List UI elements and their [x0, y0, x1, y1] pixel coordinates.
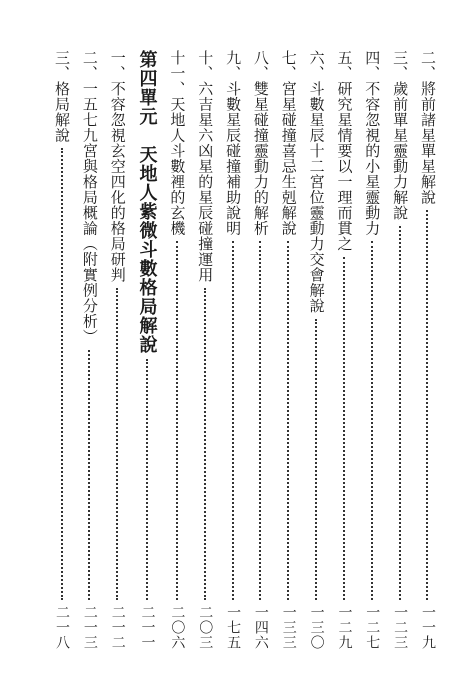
toc-entry [108, 50, 127, 650]
toc-entry-title: 五、研究星情要以一理而貫之 [335, 50, 354, 252]
toc-entry-page-number: 一二三 [392, 605, 409, 650]
toc-entry [167, 50, 186, 650]
toc-entry-title: 一、不容忽視玄空四化的格局研判 [108, 50, 127, 283]
toc-entry-page-number: 一四六 [252, 605, 269, 650]
dot-leader [259, 241, 261, 600]
dot-leader [287, 241, 289, 600]
dot-leader [176, 241, 178, 600]
dot-leader [88, 350, 90, 601]
toc-entry-page-number: 二一二 [109, 605, 126, 650]
toc-entry-title: 三、格局解說 [53, 50, 71, 143]
toc-entry-title: 三、歲前單星靈動力解說 [391, 50, 410, 221]
toc-entry [251, 50, 270, 650]
dot-leader [116, 288, 118, 601]
toc-entry-title: 十一、天地人斗數裡的玄機 [168, 50, 187, 236]
toc-entry [279, 50, 298, 650]
dot-leader [426, 210, 428, 600]
toc-entry-title: 九、斗數星辰碰撞補助說明 [224, 50, 243, 236]
toc-entry [334, 50, 353, 650]
toc-entry-title: 十、六吉星六凶星的星辰碰撞運用 [196, 50, 215, 283]
toc-entry-page-number: 二〇三 [197, 605, 214, 650]
toc-entry [223, 50, 242, 650]
toc-entry-page-number: 二一八 [54, 605, 70, 650]
dot-leader [343, 257, 345, 601]
toc-entry-page-number: 一三三 [280, 605, 297, 650]
toc-entry-title: 二、一五七九宮與格局概論（附實例分析） [80, 50, 99, 345]
toc-entry [52, 50, 71, 650]
toc-entry-title: 二、將前諸星單星解說 [418, 50, 437, 205]
dot-leader [146, 359, 148, 600]
toc-entry-page-number: 一七五 [225, 605, 242, 650]
dot-leader [204, 288, 206, 601]
toc-entry-page-number: 一三〇 [308, 605, 325, 650]
toc-entry-title: 八、雙星碰撞靈動力的解析 [251, 50, 270, 236]
dot-leader [371, 241, 373, 600]
dot-leader [315, 319, 317, 601]
toc-entry [80, 50, 99, 650]
toc-entry-page-number: 一二九 [336, 605, 353, 650]
toc-entry-page-number: 一二七 [364, 605, 381, 650]
toc-entry [195, 50, 214, 650]
dot-leader [399, 226, 401, 601]
toc-entry-page-number: 二〇六 [169, 605, 186, 650]
toc-entry-page-number: 一一九 [419, 605, 436, 650]
toc-entry [390, 50, 409, 650]
toc-entry-page-number: 二一三 [81, 605, 98, 650]
toc-entry [362, 50, 381, 650]
toc-entry-title: 六、斗數星辰十二宮位靈動力交會解說 [307, 50, 326, 314]
toc-section-heading [136, 50, 159, 650]
dot-leader [61, 148, 63, 600]
table-of-contents [52, 50, 437, 650]
dot-leader [232, 241, 234, 600]
toc-entry [418, 50, 437, 650]
toc-entry-page-number: 二一一 [139, 605, 156, 650]
toc-entry-title: 七、宮星碰撞喜忌生剋解說 [279, 50, 298, 236]
toc-entry-title: 第四單元 天地人紫微斗數格局解說 [136, 50, 158, 354]
toc-entry [307, 50, 326, 650]
toc-entry-title: 四、不容忽視的小星靈動力 [363, 50, 382, 236]
